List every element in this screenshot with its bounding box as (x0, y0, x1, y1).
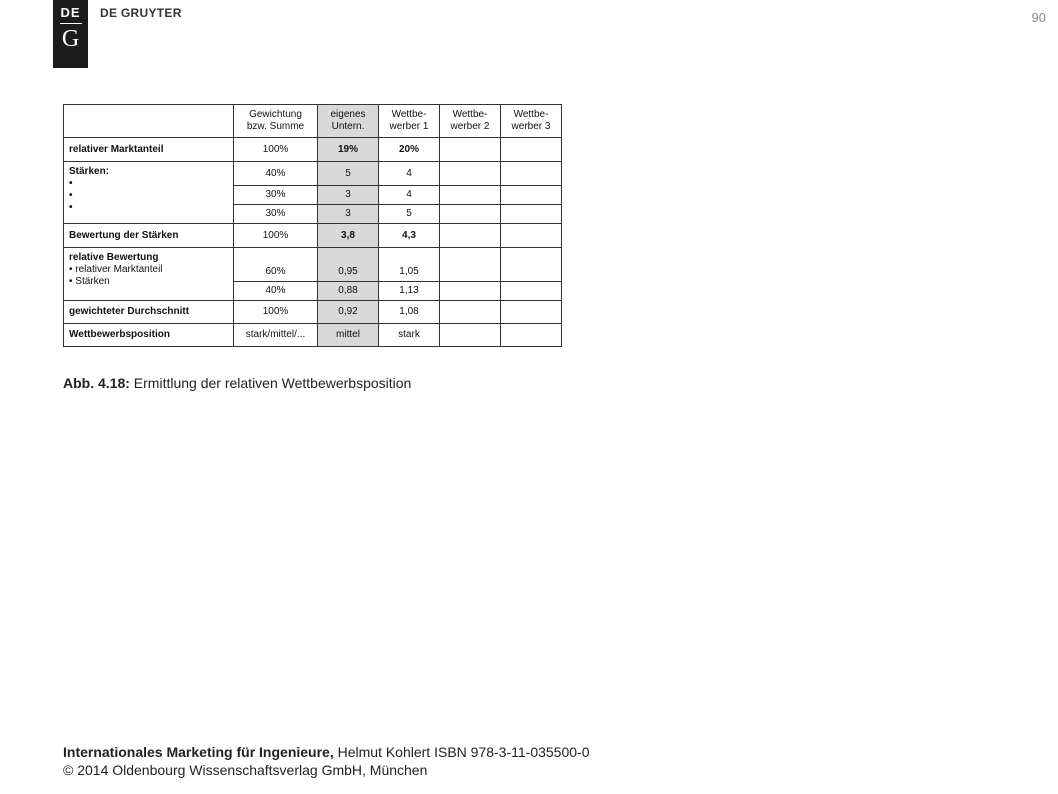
table-cell: 0,92 (318, 301, 379, 324)
table-cell: 3 (318, 186, 379, 205)
row-label: gewichteter Durchschnitt (64, 301, 234, 324)
table-cell (440, 224, 501, 248)
table-cell (440, 186, 501, 205)
table-cell (440, 248, 501, 282)
table-cell (440, 162, 501, 186)
publisher-logo (53, 0, 88, 68)
table-cell (440, 301, 501, 324)
table-cell: 1,08 (379, 301, 440, 324)
table-cell: 1,05 (379, 248, 440, 282)
table-cell (501, 282, 562, 301)
footer (63, 743, 590, 779)
header-cell: Wettbe- werber 1 (379, 105, 440, 138)
table-cell (501, 186, 562, 205)
table-cell: 1,13 (379, 282, 440, 301)
table-cell (440, 138, 501, 162)
table-cell: 3,8 (318, 224, 379, 248)
caption-label: Abb. 4.18: (63, 375, 130, 391)
table-cell: 5 (379, 205, 440, 224)
header-cell: eigenes Untern. (318, 105, 379, 138)
table-cell (501, 301, 562, 324)
page-number: 90 (1031, 10, 1046, 25)
table-cell: 100% (234, 138, 318, 162)
table-cell: stark (379, 324, 440, 347)
table-cell: 20% (379, 138, 440, 162)
header-empty (64, 105, 234, 138)
row-label-staerken: Stärken: • • • (64, 162, 234, 224)
table-cell (501, 162, 562, 186)
table-cell: 4 (379, 186, 440, 205)
brand-name: DE GRUYTER (100, 6, 182, 20)
logo-rule (60, 23, 82, 24)
row-label: Wettbewerbsposition (64, 324, 234, 347)
table-cell: 0,88 (318, 282, 379, 301)
logo-de: DE (60, 5, 81, 20)
table-row (64, 162, 562, 186)
footer-line-1 (63, 743, 590, 761)
table-cell (501, 224, 562, 248)
table-row (64, 301, 562, 324)
competitive-position-table (63, 104, 562, 347)
table-row (64, 224, 562, 248)
row-label: relativer Marktanteil (64, 138, 234, 162)
table-cell: 60% (234, 248, 318, 282)
table-row (64, 324, 562, 347)
row-label-relative-bewertung: relative Bewertung • relativer Marktanteil • Stärken (64, 248, 234, 301)
table-cell: 5 (318, 162, 379, 186)
table-cell: 100% (234, 301, 318, 324)
table-cell: 3 (318, 205, 379, 224)
table-cell (501, 324, 562, 347)
table-cell: 40% (234, 162, 318, 186)
table-cell: 30% (234, 205, 318, 224)
table-cell (501, 248, 562, 282)
book-info: Helmut Kohlert ISBN 978-3-11-035500-0 (333, 744, 590, 760)
table-cell: stark/mittel/... (234, 324, 318, 347)
footer-line-2: © 2014 Oldenbourg Wissenschaftsverlag GmbH, München (63, 762, 428, 778)
header-cell: Gewichtung bzw. Summe (234, 105, 318, 138)
table-cell: 100% (234, 224, 318, 248)
table-cell: 4,3 (379, 224, 440, 248)
table-cell: 40% (234, 282, 318, 301)
table-row (64, 248, 562, 282)
figure-caption (63, 375, 411, 391)
row-label: Bewertung der Stärken (64, 224, 234, 248)
header-cell: Wettbe- werber 2 (440, 105, 501, 138)
table-cell: mittel (318, 324, 379, 347)
table-cell (440, 324, 501, 347)
table-cell: 0,95 (318, 248, 379, 282)
logo-g: G (61, 26, 80, 52)
header-cell: Wettbe- werber 3 (501, 105, 562, 138)
caption-text: Ermittlung der relativen Wettbewerbsposition (133, 375, 412, 391)
table-cell (440, 205, 501, 224)
table-header-row (64, 105, 562, 138)
table-cell (501, 205, 562, 224)
table-cell: 4 (379, 162, 440, 186)
book-title: Internationales Marketing für Ingenieure, (63, 744, 334, 760)
table-row (64, 138, 562, 162)
table-cell (501, 138, 562, 162)
table-cell: 19% (318, 138, 379, 162)
table-cell: 30% (234, 186, 318, 205)
table-cell (440, 282, 501, 301)
